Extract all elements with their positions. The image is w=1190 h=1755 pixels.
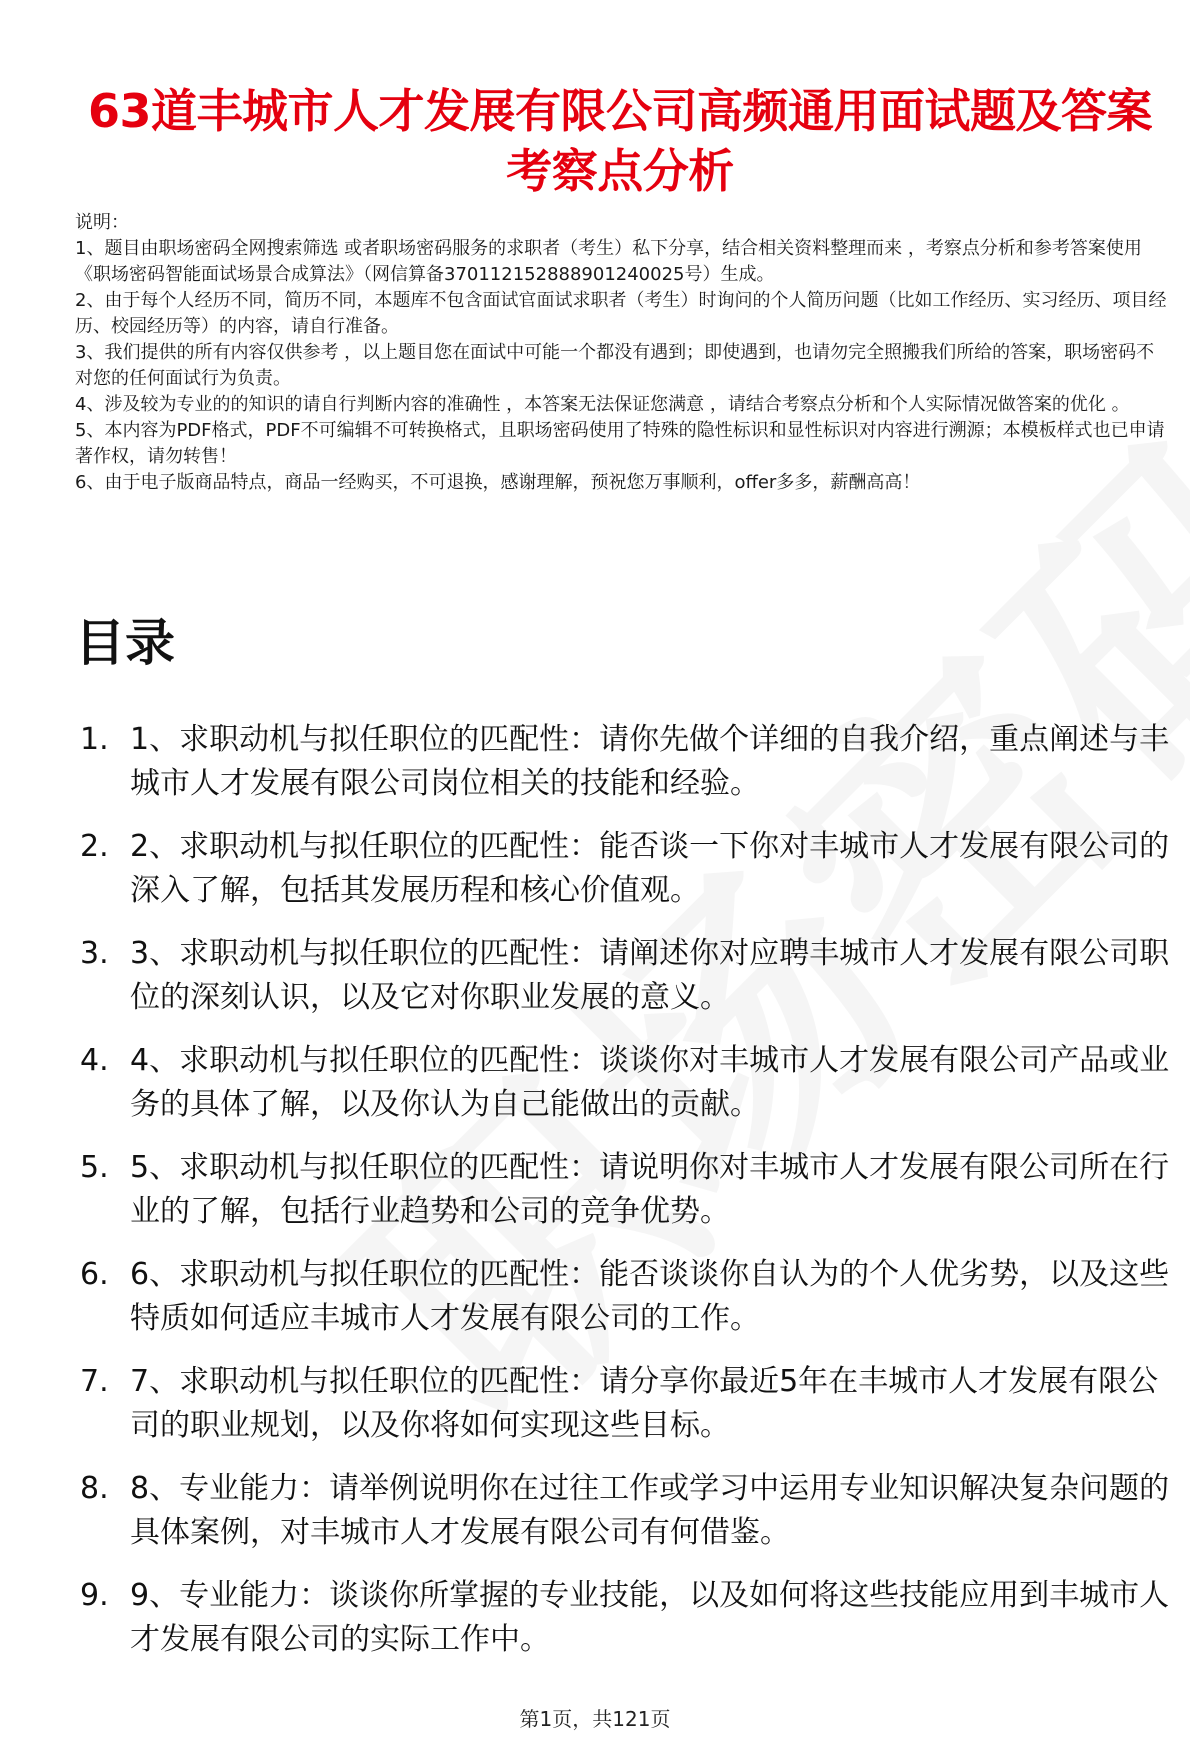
page-title: 63道丰城市人才发展有限公司高频通用面试题及答案考察点分析 — [87, 83, 1152, 198]
toc-item[interactable] — [80, 718, 1170, 806]
toc-item[interactable] — [80, 825, 1170, 913]
notes-item: 2、由于每个人经历不同，简历不同，本题库不包含面试官面试求职者（考生）时询问的个人简历问题（比如工作经历、实习经历、项目经历、校园经历等）的内容，请自行准备。 — [75, 290, 1167, 337]
notes-item: 3、我们提供的所有内容仅供参考 ，以上题目您在面试中可能一个都没有遇到；即使遇到，也请勿完全照搬我们所给的答案，职场密码不对您的任何面试行为负责。 — [75, 342, 1155, 389]
toc-item-text: 3、求职动机与拟任职位的匹配性：请阐述你对应聘丰城市人才发展有限公司职位的深刻认识，以及它对你职业发展的意义。 — [130, 936, 1170, 1015]
toc-item[interactable] — [80, 932, 1170, 1020]
toc-item[interactable] — [80, 1253, 1170, 1341]
toc-item-number: 7. — [80, 1364, 109, 1399]
toc-heading: 目录 — [75, 614, 175, 672]
toc-item-number: 1. — [80, 722, 109, 757]
notes-item: 4、涉及较为专业的的知识的请自行判断内容的准确性 ，本答案无法保证您满意 ，请结合考察点分析和个人实际情况做答案的优化 。 — [75, 394, 1130, 415]
toc-item[interactable] — [80, 1360, 1170, 1448]
toc-item-number: 3. — [80, 936, 109, 971]
toc-item[interactable] — [80, 1467, 1170, 1555]
notes-section — [75, 210, 1170, 496]
toc-item-number: 4. — [80, 1043, 109, 1078]
toc-item-text: 5、求职动机与拟任职位的匹配性：请说明你对丰城市人才发展有限公司所在行业的了解，包括行业趋势和公司的竞争优势。 — [130, 1150, 1170, 1229]
toc-item-number: 6. — [80, 1257, 109, 1292]
toc-item-text: 9、专业能力：谈谈你所掌握的专业技能，以及如何将这些技能应用到丰城市人才发展有限公司的实际工作中。 — [130, 1578, 1170, 1657]
toc-item[interactable] — [80, 1146, 1170, 1234]
toc-item-number: 8. — [80, 1471, 109, 1506]
notes-item: 1、题目由职场密码全网搜索筛选 或者职场密码服务的求职者（考生）私下分享，结合相关资料整理而来 ，考察点分析和参考答案使用《职场密码智能面试场景合成算法》（网信算备370112152888901240025号）生成。 — [75, 238, 1142, 285]
page-footer: 第1页，共121页 — [519, 1707, 671, 1731]
toc-item-number: 2. — [80, 829, 109, 864]
toc-item-text: 6、求职动机与拟任职位的匹配性：能否谈谈你自认为的个人优劣势，以及这些特质如何适应丰城市人才发展有限公司的工作。 — [130, 1257, 1170, 1336]
toc-item-number: 5. — [80, 1150, 109, 1185]
notes-heading: 说明： — [75, 212, 129, 233]
toc-item-text: 1、求职动机与拟任职位的匹配性：请你先做个详细的自我介绍，重点阐述与丰城市人才发展有限公司岗位相关的技能和经验。 — [130, 722, 1170, 801]
toc-item-text: 4、求职动机与拟任职位的匹配性：谈谈你对丰城市人才发展有限公司产品或业务的具体了解，以及你认为自己能做出的贡献。 — [130, 1043, 1170, 1122]
toc-item-text: 8、专业能力：请举例说明你在过往工作或学习中运用专业知识解决复杂问题的具体案例，对丰城市人才发展有限公司有何借鉴。 — [130, 1471, 1170, 1550]
toc-item-text: 2、求职动机与拟任职位的匹配性：能否谈一下你对丰城市人才发展有限公司的深入了解，包括其发展历程和核心价值观。 — [130, 829, 1170, 908]
toc-item-text: 7、求职动机与拟任职位的匹配性：请分享你最近5年在丰城市人才发展有限公司的职业规划，以及你将如何实现这些目标。 — [130, 1364, 1159, 1443]
notes-item: 6、由于电子版商品特点，商品一经购买，不可退换，感谢理解，预祝您万事顺利，offer多多，薪酬高高！ — [75, 472, 921, 493]
notes-item: 5、本内容为PDF格式，PDF不可编辑不可转换格式，且职场密码使用了特殊的隐性标识和显性标识对内容进行溯源；本模板样式也已申请著作权，请勿转售！ — [75, 420, 1165, 467]
toc-list — [80, 718, 1170, 1681]
toc-item[interactable] — [80, 1574, 1170, 1662]
toc-item-number: 9. — [80, 1578, 109, 1613]
toc-item[interactable] — [80, 1039, 1170, 1127]
